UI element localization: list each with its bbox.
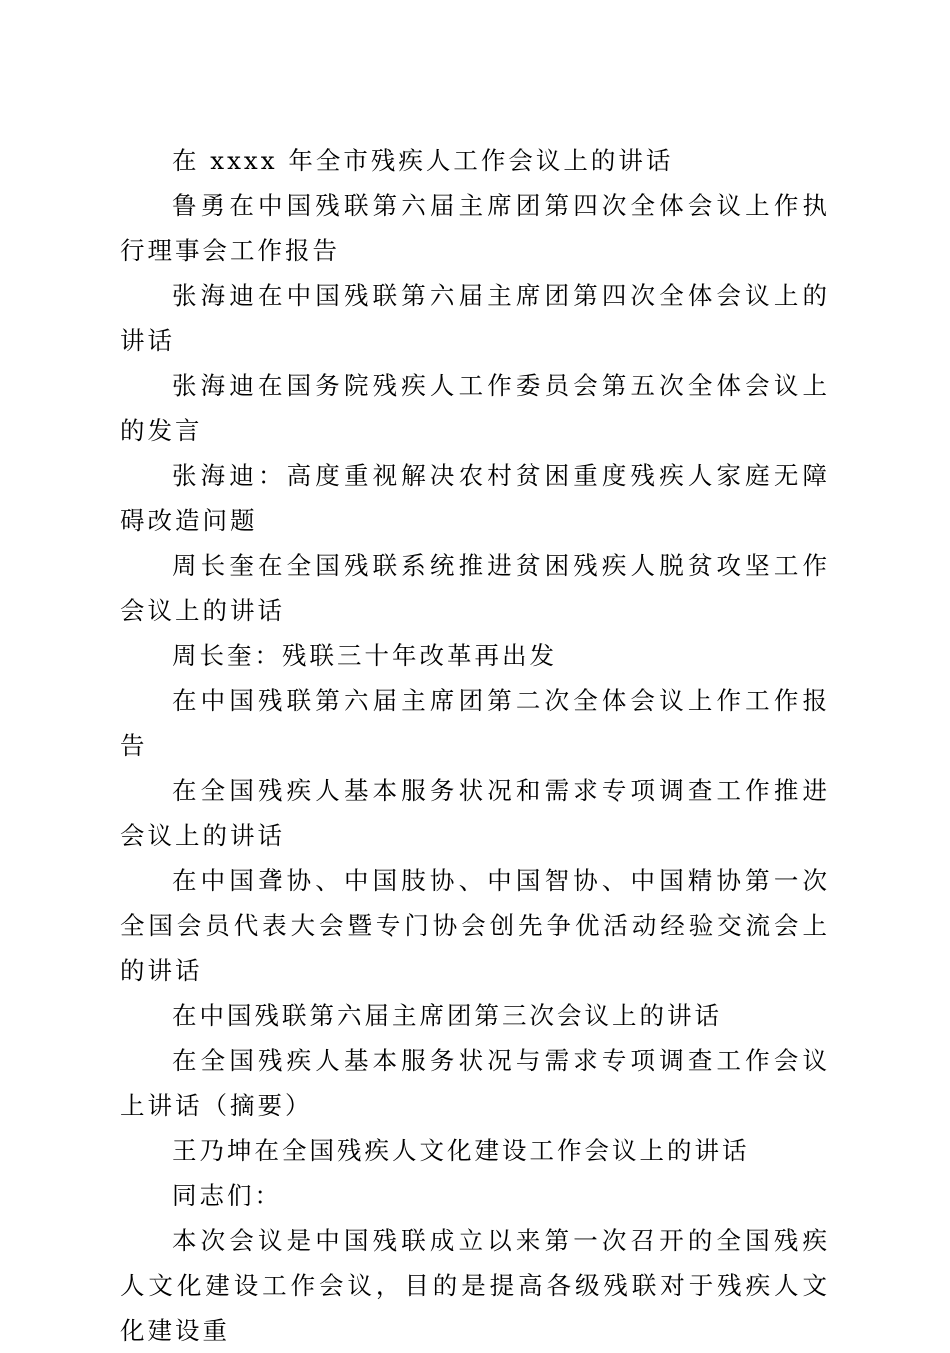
paragraph-8: 在中国残联第六届主席团第二次全体会议上作工作报告 [120, 686, 830, 760]
paragraph-6: 周长奎在全国残联系统推进贫困残疾人脱贫攻坚工作会议上的讲话 [120, 551, 830, 625]
paragraph-11: 在中国残联第六届主席团第三次会议上的讲话 [172, 1001, 722, 1030]
paragraph-2: 鲁勇在中国残联第六届主席团第四次全体会议上作执行理事会工作报告 [120, 191, 830, 265]
document-body [120, 138, 830, 1353]
paragraph-7: 周长奎：残联三十年改革再出发 [172, 641, 557, 670]
paragraph-12: 在全国残疾人基本服务状况与需求专项调查工作会议上讲话（摘要） [120, 1046, 830, 1120]
paragraph-13: 王乃坤在全国残疾人文化建设工作会议上的讲话 [172, 1136, 750, 1165]
paragraph-3: 张海迪在中国残联第六届主席团第四次全体会议上的讲话 [120, 281, 830, 355]
paragraph-4: 张海迪在国务院残疾人工作委员会第五次全体会议上的发言 [120, 371, 830, 445]
paragraph-9: 在全国残疾人基本服务状况和需求专项调查工作推进会议上的讲话 [120, 776, 830, 850]
paragraph-15: 本次会议是中国残联成立以来第一次召开的全国残疾人文化建设工作会议，目的是提高各级残联对于残疾人文化建设重 [120, 1226, 830, 1345]
paragraph-14: 同志们： [172, 1181, 282, 1210]
paragraph-1: 在 xxxx 年全市残疾人工作会议上的讲话 [172, 146, 674, 175]
paragraph-10: 在中国聋协、中国肢协、中国智协、中国精协第一次全国会员代表大会暨专门协会创先争优活动经验交流会上的讲话 [120, 866, 830, 985]
paragraph-5: 张海迪：高度重视解决农村贫困重度残疾人家庭无障碍改造问题 [120, 461, 830, 535]
